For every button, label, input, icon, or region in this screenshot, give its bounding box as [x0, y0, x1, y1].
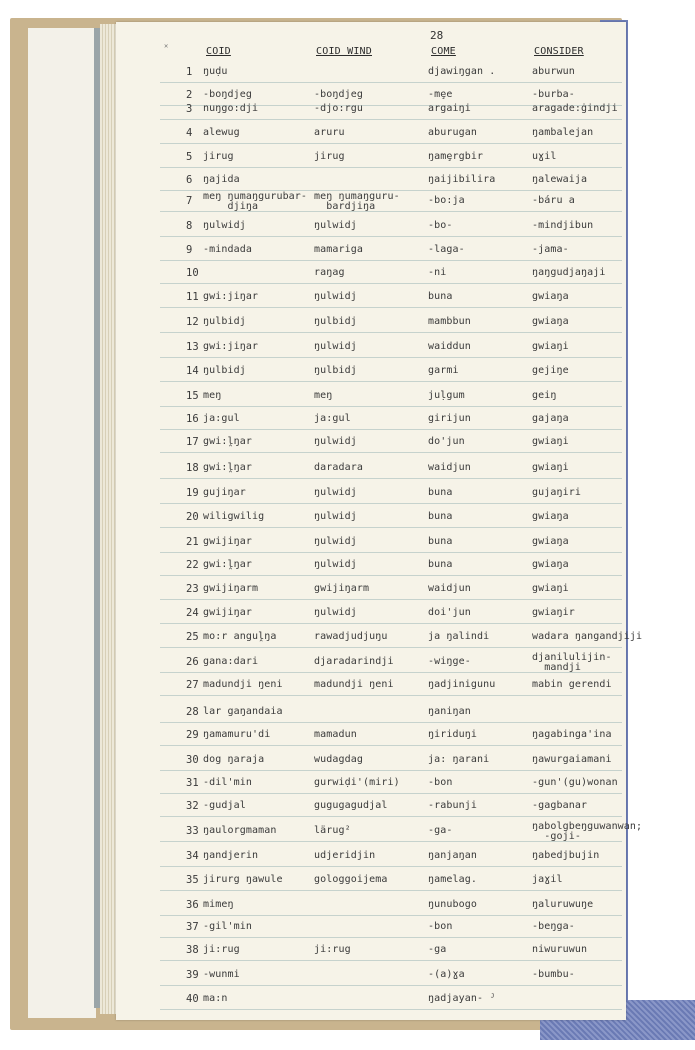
table-row — [0, 245, 695, 269]
row-number: 25 — [186, 631, 199, 643]
coid-value: gwijiŋar — [203, 607, 252, 618]
table-row — [0, 437, 695, 461]
coid-value: mimeŋ — [203, 899, 234, 910]
row-number: 31 — [186, 777, 199, 789]
row-number: 10 — [186, 267, 199, 279]
row-number: 13 — [186, 341, 199, 353]
table-row — [0, 268, 695, 292]
consider-value: -mindjibun — [532, 220, 594, 231]
table-row — [0, 970, 695, 994]
come-value: buna — [428, 291, 453, 302]
coid-value: -dil'min — [203, 777, 252, 788]
table-row — [0, 317, 695, 341]
come-value: juḷgum — [428, 390, 465, 401]
come-value: ŋadjayan- ᴶ — [428, 993, 496, 1004]
table-row — [0, 680, 695, 704]
coid-wind-value: ŋulwidj — [314, 487, 357, 498]
come-value: -bon — [428, 921, 453, 932]
consider-value: ŋabedjbujin — [532, 850, 600, 861]
coid-wind-value: -boŋdjeg — [314, 89, 363, 100]
consider-value: gwiaŋi — [532, 341, 569, 352]
coid-value: ŋamamuru'di — [203, 729, 271, 740]
coid-wind-value: djaradarindji — [314, 656, 394, 667]
row-number: 18 — [186, 462, 199, 474]
table-row — [0, 778, 695, 802]
consider-value: -gun'(gu)wonan — [532, 777, 618, 788]
row-number: 28 — [186, 706, 199, 718]
coid-wind-value: madundji ŋeni — [314, 679, 394, 690]
coid-value: ŋulwidj — [203, 220, 246, 231]
header-coid: COID — [206, 46, 231, 57]
row-number: 7 — [186, 195, 193, 207]
come-value: -bon — [428, 777, 453, 788]
coid-value: meŋ — [203, 390, 222, 401]
row-number: 17 — [186, 436, 199, 448]
come-value: -mȩe — [428, 89, 453, 100]
table-row — [0, 128, 695, 152]
coid-wind-value: rawadjudjuŋu — [314, 631, 388, 642]
consider-value: -bumbu- — [532, 969, 575, 980]
table-row — [0, 707, 695, 731]
coid-value: gwi:jiŋar — [203, 341, 259, 352]
coid-wind-value: -djo:rgu — [314, 103, 363, 114]
coid-value: nuŋgo:dji — [203, 103, 259, 114]
coid-value: lar gaŋandaia — [203, 706, 283, 717]
come-value: do'jun — [428, 436, 465, 447]
table-row — [0, 414, 695, 438]
row-number: 19 — [186, 487, 199, 499]
come-value: argaiŋi — [428, 103, 471, 114]
row-number: 16 — [186, 413, 199, 425]
coid-wind-value: ŋulbidj — [314, 365, 357, 376]
consider-value: uɣil — [532, 151, 557, 162]
coid-wind-value: jirug — [314, 151, 345, 162]
row-number: 29 — [186, 729, 199, 741]
header-coid-wind: COID WIND — [316, 46, 372, 57]
come-value: ŋiriduŋi — [428, 729, 477, 740]
consider-value: gwiaŋi — [532, 583, 569, 594]
consider-value: ŋabolgbeŋguwanwan; -goji- — [532, 821, 643, 842]
consider-value: gwiaŋi — [532, 436, 569, 447]
row-number: 9 — [186, 244, 193, 256]
coid-wind-value: ŋulwidj — [314, 291, 357, 302]
row-number: 34 — [186, 850, 199, 862]
coid-value: -mindada — [203, 244, 252, 255]
consider-value: aburwun — [532, 66, 575, 77]
coid-value: gwijiŋar — [203, 536, 252, 547]
coid-value: ŋajida — [203, 174, 240, 185]
come-value: -bo- — [428, 220, 453, 231]
come-value: djawiŋgan . — [428, 66, 496, 77]
consider-value: -beŋga- — [532, 921, 575, 932]
table-row — [0, 488, 695, 512]
coid-wind-value: ŋulwidj — [314, 559, 357, 570]
coid-wind-value: gologgoijema — [314, 874, 388, 885]
coid-wind-value: mamariga — [314, 244, 363, 255]
row-number: 35 — [186, 874, 199, 886]
row-number: 39 — [186, 969, 199, 981]
consider-value: gejiŋe — [532, 365, 569, 376]
coid-wind-value: gugugagudjal — [314, 800, 388, 811]
coid-value: ma:n — [203, 993, 228, 1004]
table-row — [0, 342, 695, 366]
table-row — [0, 608, 695, 632]
come-value: -ga- — [428, 825, 453, 836]
row-number: 21 — [186, 536, 199, 548]
come-value: -rabunji — [428, 800, 477, 811]
come-value: waidjun — [428, 462, 471, 473]
coid-value: jirurg ŋawule — [203, 874, 283, 885]
table-row — [0, 755, 695, 779]
coid-wind-value: wudagdag — [314, 754, 363, 765]
come-value: ŋadjinigunu — [428, 679, 496, 690]
table-row — [0, 584, 695, 608]
come-value: ja: ŋarani — [428, 754, 490, 765]
consider-value: -jama- — [532, 244, 569, 255]
row-number: 33 — [186, 825, 199, 837]
coid-value: gwi:ḽŋar — [203, 436, 252, 447]
row-number: 14 — [186, 365, 199, 377]
coid-wind-value: mamadun — [314, 729, 357, 740]
coid-value: ŋulbidj — [203, 316, 246, 327]
coid-value: gana:dari — [203, 656, 259, 667]
row-number: 30 — [186, 754, 199, 766]
coid-wind-value: meŋ — [314, 390, 333, 401]
coid-wind-value: gurwiḍi'(miri) — [314, 777, 400, 788]
coid-wind-value: ŋulbidj — [314, 316, 357, 327]
row-number: 36 — [186, 899, 199, 911]
consider-value: gwiaŋa — [532, 559, 569, 570]
come-value: -ga — [428, 944, 447, 955]
consider-value: aragade:ġindji — [532, 103, 618, 114]
come-value: buna — [428, 559, 453, 570]
consider-value: gwiaŋa — [532, 511, 569, 522]
row-number: 32 — [186, 800, 199, 812]
coid-value: -boŋdjeg — [203, 89, 252, 100]
row-number: 5 — [186, 151, 193, 163]
table-row — [0, 366, 695, 390]
coid-wind-value: udjeridjin — [314, 850, 376, 861]
table-row — [0, 922, 695, 946]
come-value: -laga- — [428, 244, 465, 255]
consider-value: ŋawurgaiamani — [532, 754, 612, 765]
row-number: 38 — [186, 944, 199, 956]
coid-value: alewug — [203, 127, 240, 138]
coid-wind-value: ŋulwidj — [314, 220, 357, 231]
row-number: 22 — [186, 559, 199, 571]
row-number: 20 — [186, 511, 199, 523]
consider-value: gwiaŋir — [532, 607, 575, 618]
row-number: 6 — [186, 174, 193, 186]
table-row — [0, 994, 695, 1018]
table-row — [0, 652, 695, 681]
come-value: -ni — [428, 267, 447, 278]
come-value: buna — [428, 511, 453, 522]
coid-value: dog ŋaraja — [203, 754, 265, 765]
coid-value: ŋandjerin — [203, 850, 259, 861]
come-value: ŋamȩrgbir — [428, 151, 484, 162]
table-row — [0, 67, 695, 91]
come-value: ŋanjaŋan — [428, 850, 477, 861]
come-value: ja ŋalindi — [428, 631, 490, 642]
coid-value: ji:rug — [203, 944, 240, 955]
row-number: 3 — [186, 103, 193, 115]
table-row — [0, 821, 695, 850]
row-number: 24 — [186, 607, 199, 619]
come-value: ŋaniŋan — [428, 706, 471, 717]
row-number: 15 — [186, 390, 199, 402]
come-value: waiddun — [428, 341, 471, 352]
row-number: 8 — [186, 220, 193, 232]
coid-wind-value: raŋag — [314, 267, 345, 278]
consider-value: ŋambalejan — [532, 127, 594, 138]
coid-wind-value: daradara — [314, 462, 363, 473]
table-row — [0, 537, 695, 561]
coid-wind-value: gwijiŋarm — [314, 583, 370, 594]
coid-value: meŋ ŋumaŋgurubar- djiŋa — [203, 191, 308, 212]
coid-wind-value: ŋulwidj — [314, 536, 357, 547]
consider-value: niwuruwun — [532, 944, 588, 955]
coid-value: -wunmi — [203, 969, 240, 980]
table-row — [0, 560, 695, 584]
coid-value: mo:r anguḽŋa — [203, 631, 277, 642]
coid-wind-value: aruru — [314, 127, 345, 138]
table-row — [0, 463, 695, 487]
table-row — [0, 292, 695, 316]
consider-value: gwiaŋa — [532, 291, 569, 302]
consider-value: geiŋ — [532, 390, 557, 401]
header-consider: CONSIDER — [534, 46, 584, 57]
table-row — [0, 512, 695, 536]
come-value: -(a)ɣa — [428, 969, 465, 980]
punch-mark-icon: ✕ — [164, 42, 169, 50]
coid-value: -gil'min — [203, 921, 252, 932]
table-row — [0, 191, 695, 220]
consider-value: ŋagabinga'ina — [532, 729, 612, 740]
coid-wind-value: meŋ ŋumaŋguru- bardjiŋa — [314, 191, 400, 212]
come-value: doi'jun — [428, 607, 471, 618]
table-row — [0, 221, 695, 245]
coid-value: ŋuḍu — [203, 66, 228, 77]
table-row — [0, 152, 695, 176]
consider-value: ŋalewaija — [532, 174, 588, 185]
row-number: 40 — [186, 993, 199, 1005]
coid-wind-value: ŋulwidj — [314, 341, 357, 352]
coid-value: gujiŋar — [203, 487, 246, 498]
consider-value: -báru a — [532, 195, 575, 206]
coid-value: gwi:ḽŋar — [203, 462, 252, 473]
consider-value: -burba- — [532, 89, 575, 100]
come-value: ŋamelag. — [428, 874, 477, 885]
come-value: -bo:ja — [428, 195, 465, 206]
consider-value: mabin gerendi — [532, 679, 612, 690]
row-number: 11 — [186, 291, 199, 303]
consider-value: djanilulijin- mandji — [532, 652, 612, 673]
come-value: buna — [428, 487, 453, 498]
come-value: ŋunubogo — [428, 899, 477, 910]
consider-value: gwiaŋa — [532, 536, 569, 547]
come-value: waidjun — [428, 583, 471, 594]
table-row — [0, 391, 695, 415]
come-value: mambbun — [428, 316, 471, 327]
row-number: 1 — [186, 66, 193, 78]
come-value: -wiŋge- — [428, 656, 471, 667]
coid-value: gwijiŋarm — [203, 583, 259, 594]
consider-value: -gagbanar — [532, 800, 588, 811]
table-row — [0, 900, 695, 924]
coid-value: madundji ŋeni — [203, 679, 283, 690]
table-row — [0, 875, 695, 899]
coid-value: ja:gul — [203, 413, 240, 424]
consider-value: gwiaŋi — [532, 462, 569, 473]
come-value: ŋaijibilira — [428, 174, 496, 185]
row-number: 27 — [186, 679, 199, 691]
row-number: 26 — [186, 656, 199, 668]
consider-value: wadara ŋangandjiji — [532, 631, 643, 642]
row-number: 2 — [186, 89, 193, 101]
consider-value: ŋaluruwuŋe — [532, 899, 594, 910]
consider-value: ŋaŋgudjaŋaji — [532, 267, 606, 278]
coid-value: ŋaulorgmaman — [203, 825, 277, 836]
coid-wind-value: lärug² — [314, 825, 351, 836]
table-row — [0, 851, 695, 875]
row-number: 23 — [186, 583, 199, 595]
coid-value: gwi:ḽŋar — [203, 559, 252, 570]
page-number: 28 — [430, 29, 444, 42]
coid-wind-value: ŋulwidj — [314, 511, 357, 522]
coid-value: wiligwilig — [203, 511, 265, 522]
come-value: buna — [428, 536, 453, 547]
row-number: 37 — [186, 921, 199, 933]
header-come: COME — [431, 46, 456, 57]
table-row — [0, 104, 695, 128]
table-row — [0, 945, 695, 969]
coid-wind-value: ŋulwidj — [314, 436, 357, 447]
coid-wind-value: ŋulwidj — [314, 607, 357, 618]
come-value: girijun — [428, 413, 471, 424]
consider-value: gwiaŋa — [532, 316, 569, 327]
coid-value: jirug — [203, 151, 234, 162]
come-value: garmi — [428, 365, 459, 376]
consider-value: gujaŋiri — [532, 487, 581, 498]
coid-value: ŋulbidj — [203, 365, 246, 376]
row-number: 12 — [186, 316, 199, 328]
consider-value: gajaŋa — [532, 413, 569, 424]
coid-value: gwi:jiŋar — [203, 291, 259, 302]
come-value: aburugan — [428, 127, 477, 138]
table-row — [0, 730, 695, 754]
consider-value: jaɣil — [532, 874, 563, 885]
row-number: 4 — [186, 127, 193, 139]
coid-wind-value: ji:rug — [314, 944, 351, 955]
coid-value: -gudjal — [203, 800, 246, 811]
coid-wind-value: ja:gul — [314, 413, 351, 424]
